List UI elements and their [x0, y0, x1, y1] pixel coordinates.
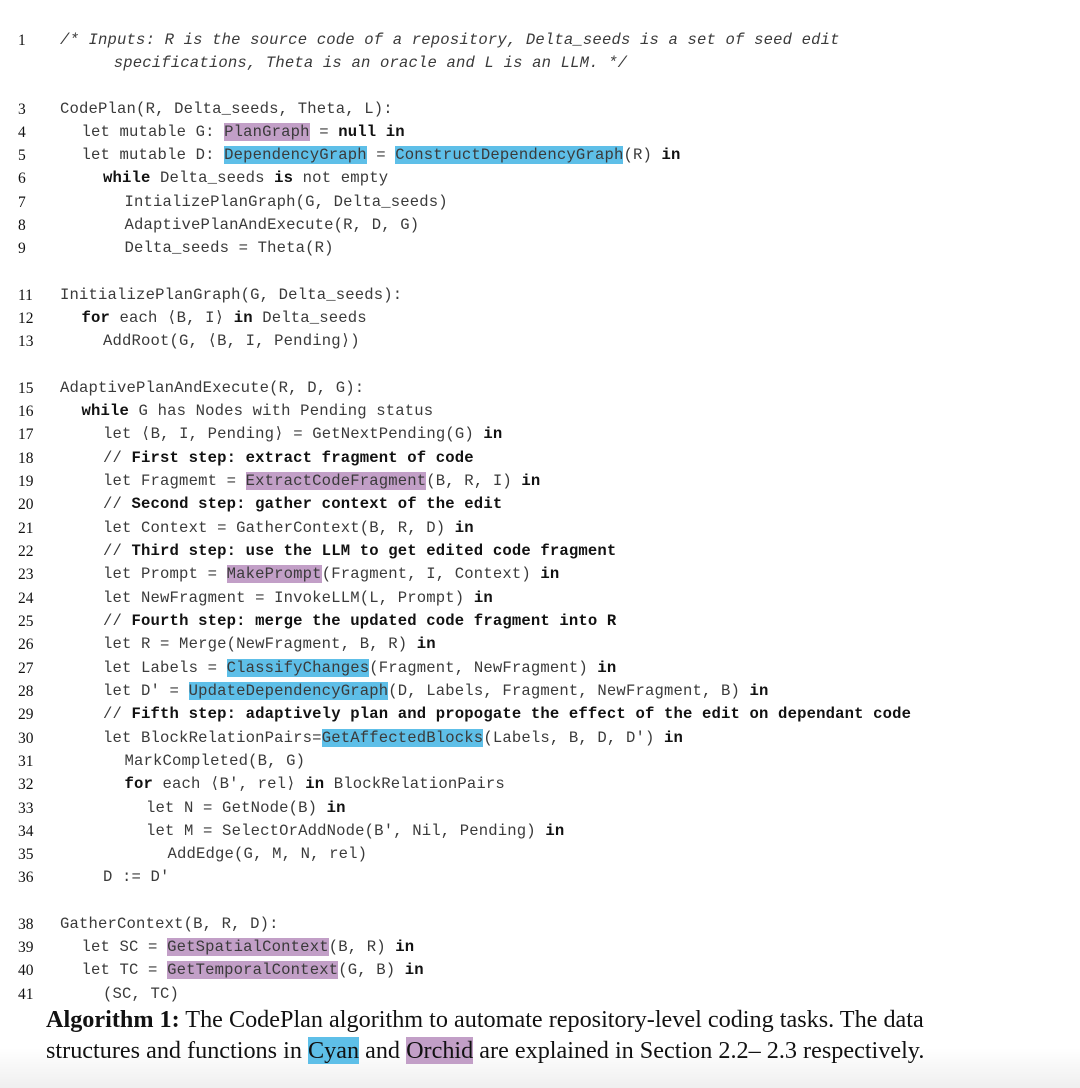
line-number: 18 — [18, 450, 34, 467]
code-token: let ⟨B, I, Pending⟩ = GetNextPending(G) — [103, 425, 484, 443]
line-number: 26 — [18, 636, 34, 653]
line-number: 17 — [18, 426, 34, 443]
caption-text-line2-post: are explained in Section 2.2– 2.3 respectively. — [473, 1037, 925, 1064]
code-text — [103, 657, 616, 680]
code-token: let Context = GatherContext(B, R, D) — [103, 519, 455, 537]
code-token: AdaptivePlanAndExecute(R, D, G): — [60, 379, 365, 397]
code-token: AddRoot(G, ⟨B, I, Pending⟩) — [103, 332, 360, 350]
code-token: (Fragment, I, Context) — [321, 565, 541, 583]
code-token: let TC = — [81, 961, 168, 979]
code-text — [60, 284, 402, 307]
code-text — [103, 447, 474, 470]
keyword: in — [597, 659, 617, 677]
line-number: 1 — [18, 32, 26, 49]
line-number: 23 — [18, 566, 34, 583]
line-number: 34 — [18, 823, 34, 840]
code-token: // — [103, 449, 132, 467]
code-text — [103, 167, 388, 190]
caption-text-line1: The CodePlan algorithm to automate repository-level coding tasks. The data — [179, 1006, 924, 1033]
code-token: InitializePlanGraph(G, Delta_seeds): — [60, 286, 403, 304]
code-token: Delta_seeds — [150, 169, 275, 187]
code-token: // — [103, 542, 132, 560]
code-text — [146, 797, 346, 820]
comment-text: specifications, Theta is an oracle and L is an LLM. */ — [113, 54, 628, 72]
code-token: GatherContext(B, R, D): — [60, 915, 279, 933]
keyword: in — [663, 729, 683, 747]
keyword: in — [326, 799, 346, 817]
keyword: in — [395, 938, 415, 956]
code-token: let M = SelectOrAddNode(B', Nil, Pending) — [146, 822, 546, 840]
code-token: not empty — [293, 169, 389, 187]
line-number: 24 — [18, 590, 34, 607]
code-text — [103, 540, 616, 563]
line-number: 9 — [18, 240, 26, 257]
cyan-highlight-identifier: GetAffectedBlocks — [321, 729, 484, 747]
line-number: 6 — [18, 170, 26, 187]
code-token: each ⟨B′, rel⟩ — [153, 775, 306, 793]
keyword: for — [124, 775, 154, 793]
code-text — [125, 237, 334, 260]
caption-cyan-swatch: Cyan — [307, 1037, 360, 1064]
code-token: // — [103, 495, 132, 513]
line-number: 29 — [18, 706, 34, 723]
line-number: 30 — [18, 730, 34, 747]
code-token: = — [309, 123, 339, 141]
keyword: in — [661, 146, 681, 164]
code-token: Delta_seeds — [252, 309, 367, 327]
code-text — [103, 587, 493, 610]
code-token: let mutable G: — [81, 123, 225, 141]
code-token: let R = Merge(NewFragment, B, R) — [103, 635, 417, 653]
keyword: in — [521, 472, 541, 490]
code-token: (Fragment, NewFragment) — [369, 659, 598, 677]
code-token: let D' = — [103, 682, 189, 700]
code-text — [103, 330, 360, 353]
code-text — [103, 680, 769, 703]
line-number: 36 — [18, 869, 34, 886]
code-token: BlockRelationPairs — [324, 775, 505, 793]
code-text — [168, 843, 368, 866]
code-token: Delta_seeds = Theta(R) — [124, 239, 334, 257]
code-token: let Fragmemt = — [103, 472, 246, 490]
caption-orchid-swatch: Orchid — [406, 1037, 474, 1064]
orchid-highlight-identifier: PlanGraph — [224, 123, 310, 141]
code-token: (SC, TC) — [103, 985, 180, 1003]
caption-label: Algorithm 1: — [46, 1006, 180, 1033]
orchid-highlight-identifier: MakePrompt — [226, 565, 322, 583]
code-token: (B, R) — [328, 938, 396, 956]
keyword: in — [454, 519, 474, 537]
keyword: in — [545, 822, 565, 840]
keyword: in — [473, 589, 493, 607]
keyword: Fourth step: merge the updated code fragment into R — [131, 612, 617, 630]
orchid-highlight-identifier: GetSpatialContext — [167, 938, 329, 956]
line-number: 3 — [18, 101, 26, 118]
line-number: 21 — [18, 520, 34, 537]
line-number: 27 — [18, 660, 34, 677]
cyan-highlight-identifier: ClassifyChanges — [226, 659, 370, 677]
line-number: 15 — [18, 380, 34, 397]
code-text — [103, 493, 502, 516]
code-text — [103, 610, 616, 633]
keyword: in — [483, 425, 503, 443]
code-token: let SC = — [81, 938, 168, 956]
code-text — [103, 633, 436, 656]
code-token: (B, R, I) — [426, 472, 522, 490]
code-token: AddEdge(G, M, N, rel) — [167, 845, 368, 863]
code-text — [125, 214, 420, 237]
code-token: let Labels = — [103, 659, 227, 677]
code-text — [125, 773, 505, 796]
keyword: Fifth step: adaptively plan and propogate the effect of the edit on dependant code — [131, 705, 912, 723]
line-number: 22 — [18, 543, 34, 560]
code-token: IntializePlanGraph(G, Delta_seeds) — [124, 193, 448, 211]
code-text — [103, 727, 683, 750]
line-number: 16 — [18, 403, 34, 420]
keyword: in — [305, 775, 325, 793]
keyword: in — [749, 682, 769, 700]
code-text — [103, 983, 179, 1006]
keyword: Third step: use the LLM to get edited code fragment — [131, 542, 617, 560]
code-token: G has Nodes with Pending status — [129, 402, 434, 420]
keyword: in — [233, 309, 253, 327]
line-number: 8 — [18, 217, 26, 234]
line-number: 20 — [18, 496, 34, 513]
keyword: null in — [338, 123, 405, 141]
code-token: // — [103, 705, 132, 723]
code-text — [82, 936, 415, 959]
keyword: Second step: gather context of the edit — [131, 495, 503, 513]
code-text — [82, 307, 367, 330]
code-text — [103, 423, 502, 446]
cyan-highlight-identifier: ConstructDependencyGraph — [395, 146, 624, 164]
line-number: 40 — [18, 962, 34, 979]
caption-text-line2-pre: structures and functions in — [46, 1037, 308, 1064]
line-number: 11 — [18, 287, 33, 304]
code-token: (R) — [623, 146, 662, 164]
code-token: CodePlan(R, Delta_seeds, Theta, L): — [60, 100, 393, 118]
keyword: for — [81, 309, 111, 327]
keyword: while — [81, 402, 130, 420]
keyword: in — [416, 635, 436, 653]
line-number: 35 — [18, 846, 34, 863]
code-text — [82, 959, 424, 982]
line-number: 32 — [18, 776, 34, 793]
code-text — [103, 866, 170, 889]
keyword: while — [103, 169, 151, 187]
code-text — [82, 144, 681, 167]
keyword: in — [540, 565, 560, 583]
comment-text: /* Inputs: R is the source code of a repository, Delta_seeds is a set of seed edit — [60, 31, 840, 49]
code-token: (G, B) — [338, 961, 405, 979]
code-token: MarkCompleted(B, G) — [124, 752, 306, 770]
code-text — [125, 750, 306, 773]
code-token: (D, Labels, Fragment, NewFragment, B) — [388, 682, 750, 700]
code-token: // — [103, 612, 132, 630]
code-token: let NewFragment = InvokeLLM(L, Prompt) — [103, 589, 474, 607]
code-text — [60, 98, 393, 121]
code-text — [103, 703, 911, 726]
code-token: let mutable D: — [81, 146, 225, 164]
cyan-highlight-identifier: UpdateDependencyGraph — [188, 682, 389, 700]
line-number: 39 — [18, 939, 34, 956]
line-number: 28 — [18, 683, 34, 700]
code-text — [146, 820, 564, 843]
line-number: 25 — [18, 613, 34, 630]
code-text — [103, 470, 540, 493]
code-text — [60, 377, 364, 400]
line-number: 5 — [18, 147, 26, 164]
line-number: 38 — [18, 916, 34, 933]
code-token: let Prompt = — [103, 565, 227, 583]
code-text — [82, 121, 405, 144]
orchid-highlight-identifier: GetTemporalContext — [167, 961, 339, 979]
cyan-highlight-identifier: DependencyGraph — [224, 146, 367, 164]
code-text — [114, 52, 627, 75]
line-number: 13 — [18, 333, 34, 350]
code-token: let N = GetNode(B) — [146, 799, 327, 817]
code-text — [60, 913, 279, 936]
keyword: First step: extract fragment of code — [131, 449, 474, 467]
code-token: = — [366, 146, 396, 164]
line-number: 12 — [18, 310, 34, 327]
code-token: let BlockRelationPairs= — [103, 729, 322, 747]
code-text — [125, 191, 448, 214]
line-number: 33 — [18, 800, 34, 817]
code-token: AdaptivePlanAndExecute(R, D, G) — [124, 216, 420, 234]
code-token: D := D' — [103, 868, 170, 886]
code-text — [103, 563, 559, 586]
orchid-highlight-identifier: ExtractCodeFragment — [245, 472, 427, 490]
keyword: is — [274, 169, 294, 187]
keyword: in — [404, 961, 424, 979]
line-number: 19 — [18, 473, 34, 490]
code-text — [82, 400, 434, 423]
line-number: 41 — [18, 986, 34, 1003]
algorithm-caption — [46, 1004, 1056, 1066]
code-token: each ⟨B, I⟩ — [110, 309, 234, 327]
line-number: 7 — [18, 194, 26, 211]
code-token: (Labels, B, D, D') — [483, 729, 664, 747]
line-number: 4 — [18, 124, 26, 141]
caption-text-mid: and — [359, 1037, 407, 1064]
line-number: 31 — [18, 753, 34, 770]
code-text — [103, 517, 474, 540]
code-text — [60, 29, 840, 52]
